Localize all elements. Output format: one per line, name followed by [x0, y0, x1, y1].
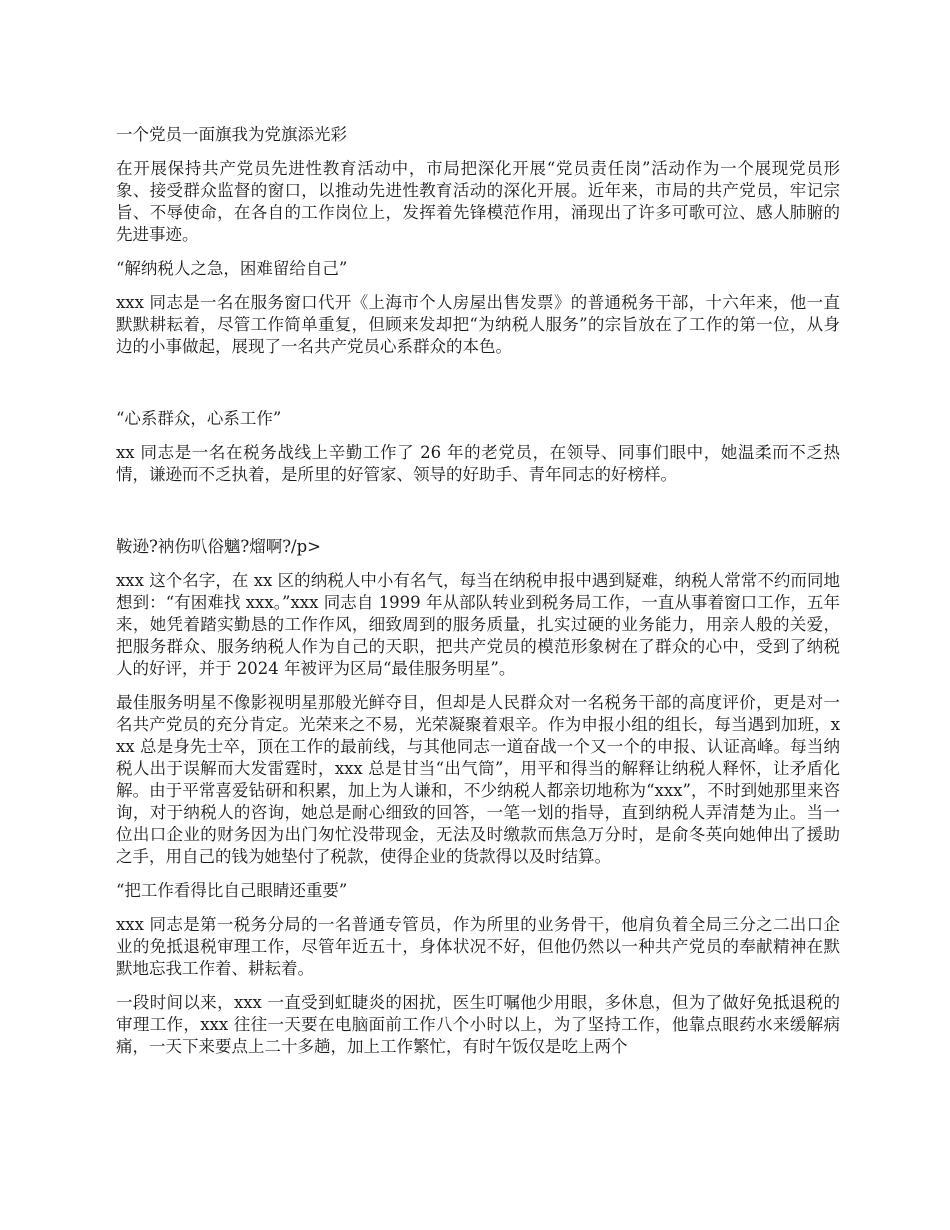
section-4-paragraph-2: 一段时间以来，xxx 一直受到虹睫炎的困扰，医生叮嘱他少用眼，多休息，但为了做好免抵退税的审理工作，xxx 往往一天要在电脑面前工作八个小时以上，为了坚持工作，他靠点眼药水来缓解病痛，一天下来要点上二十多趟，加上工作繁忙，有时午饭仅是吃上两个	[116, 993, 840, 1056]
document-title: 一个党员一面旗我为党旗添光彩	[116, 125, 347, 144]
section-3-paragraph-2: 最佳服务明星不像影视明星那般光鲜夺目，但却是人民群众对一名税务干部的高度评价，更是对一名共产党员的充分肯定。光荣来之不易，光荣凝聚着艰辛。作为申报小组的组长，每当遇到加班，xxx 总是身先士卒，顶在工作的最前线，与其他同志一道奋战一个又一个的申报、认证高峰。每当纳税人出于误解而大发雷霆时，xxx 总是甘当“出气筒”，用平和得当的解释让纳税人释怀，让矛盾化解。由于平常喜爱钻研和积累，加上为人谦和，不少纳税人都亲切地称为“xxx”，不时到她那里来咨询，对于纳税人的咨询，她总是耐心细致的回答，一笔一划的指导，直到纳税人弄清楚为止。当一位出口企业的财务因为出门匆忙没带现金，无法及时缴款而焦急万分时，是俞冬英向她伸出了援助之手，用自己的钱为她垫付了税款，使得企业的货款得以及时结算。	[116, 693, 840, 866]
spacer	[116, 370, 840, 408]
section-heading-3: 鞍逊?衲伤叭俗魑?熘啊?/p>	[116, 537, 321, 556]
intro-paragraph: 在开展保持共产党员先进性教育活动中，市局把深化开展“党员责任岗”活动作为一个展现党员形象、接受群众监督的窗口，以推动先进性教育活动的深化开展。近年来，市局的共产党员，牢记宗旨、不辱使命，在各自的工作岗位上，发挥着先锋模范作用，涌现出了许多可歌可泣、感人肺腑的先进事迹。	[116, 159, 840, 244]
section-4-paragraph-1: xxx 同志是第一税务分局的一名普通专管员，作为所里的业务骨干，他肩负着全局三分之二出口企业的免抵退税审理工作，尽管年近五十，身体状况不好，但他仍然以一种共产党员的奉献精神在默默地忘我工作着、耕耘着。	[116, 915, 840, 978]
section-heading-2: “心系群众，心系工作”	[116, 409, 282, 428]
document-body	[116, 124, 840, 1070]
spacer	[116, 498, 840, 536]
section-2-paragraph: xx 同志是一名在税务战线上辛勤工作了 26 年的老党员，在领导、同事们眼中，她温柔而不乏热情，谦逊而不乏执着，是所里的好管家、领导的好助手、青年同志的好榜样。	[116, 443, 840, 484]
section-heading-4: “把工作看得比自己眼睛还重要”	[116, 881, 348, 900]
section-1-paragraph: xxx 同志是一名在服务窗口代开《上海市个人房屋出售发票》的普通税务干部，十六年来，他一直默默耕耘着，尽管工作简单重复，但顾来发却把“为纳税人服务”的宗旨放在了工作的第一位，从身边的小事做起，展现了一名共产党员心系群众的本色。	[116, 293, 840, 356]
section-3-paragraph-1: xxx 这个名字，在 xx 区的纳税人中小有名气，每当在纳税申报中遇到疑难，纳税人常常不约而同地想到：“有困难找 xxx。”xxx 同志自 1999 年从部队转业到税务局工作，一直从事着窗口工作，五年来，她凭着踏实勤恳的工作作风，细致周到的服务质量，扎实过硬的业务能力，用亲人般的关爱，把服务群众、服务纳税人作为自己的天职，把共产党员的模范形象树在了群众的心中，受到了纳税人的好评，并于 2024 年被评为区局“最佳服务明星”。	[116, 571, 840, 678]
section-heading-1: “解纳税人之急，困难留给自己”	[116, 259, 348, 278]
